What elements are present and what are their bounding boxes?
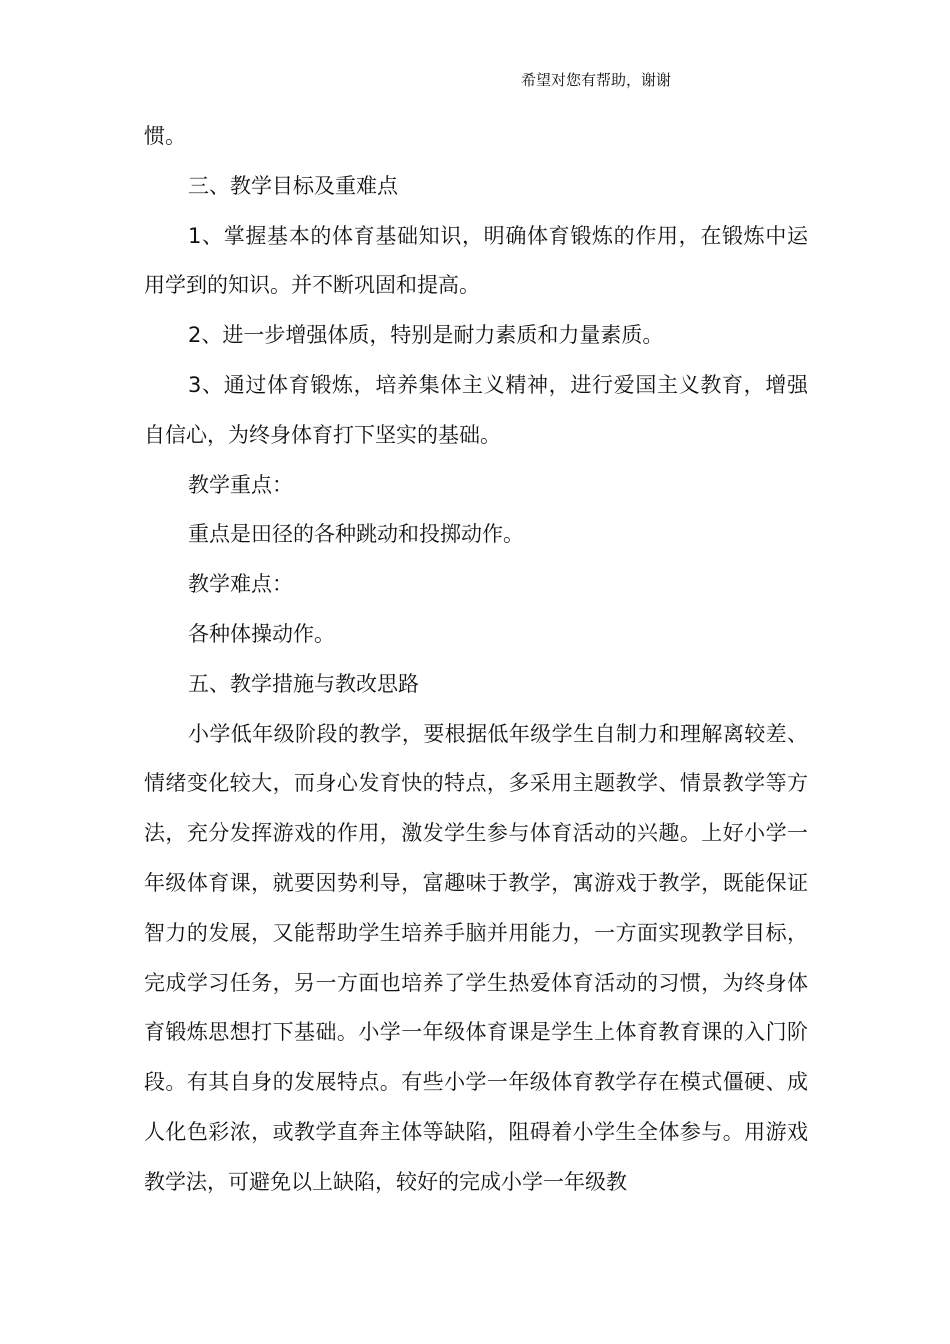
key-points-label: 教学重点：: [188, 472, 293, 497]
section-heading-measures: 五、教学措施与教改思路: [188, 671, 419, 696]
difficult-points-text: 各种体操动作。: [188, 621, 335, 646]
header-note: 希望对您有帮助，谢谢: [521, 71, 672, 89]
measures-paragraph: 小学低年级阶段的教学，要根据低年级学生自制力和理解离较差、情绪变化较大，而身心发育快的特点，多采用主题教学、情景教学等方法，充分发挥游戏的作用，激发学生参与体育活动的兴趣。上好小学一年级体育课，就要因势利导，富趣味于教学，寓游戏于教学，既能保证智力的发展，又能帮助学生培养手脑并用能力，一方面实现教学目标，完成学习任务，另一方面也培养了学生热爱体育活动的习惯，为终身体育锻炼思想打下基础。小学一年级体育课是学生上体育教育课的入门阶段。有其自身的发展特点。有些小学一年级体育教学存在模式僵硬、成人化色彩浓，或教学直奔主体等缺陷，阻碍着小学生全体参与。用游戏教学法，可避免以上缺陷，较好的完成小学一年级教: [144, 721, 808, 1194]
goal-item-2: 2、进一步增强体质，特别是耐力素质和力量素质。: [188, 323, 664, 348]
difficult-points-label: 教学难点：: [188, 572, 293, 597]
document-body: [144, 112, 808, 1208]
goal-item-3: 3、通过体育锻炼，培养集体主义精神，进行爱国主义教育，增强自信心，为终身体育打下坚实的基础。: [144, 372, 808, 447]
key-points-text: 重点是田径的各种跳动和投掷动作。: [188, 522, 524, 547]
paragraph-continuation: 惯。: [144, 124, 186, 148]
goal-item-1: 1、掌握基本的体育基础知识，明确体育锻炼的作用，在锻炼中运用学到的知识。并不断巩固和提高。: [144, 223, 808, 298]
section-heading-goals: 三、教学目标及重难点: [188, 173, 398, 198]
